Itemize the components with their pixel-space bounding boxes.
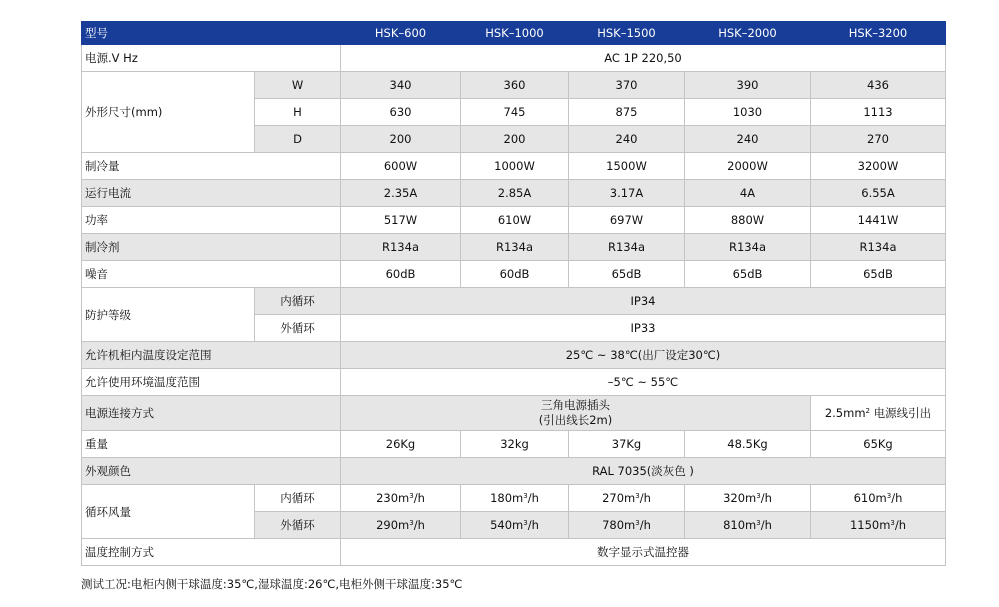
airflow-unit-sup: 3 [523, 492, 528, 500]
airflow-unit-suffix: /h [891, 491, 903, 505]
cell: 数字显示式温控器 [341, 539, 946, 566]
airflow-value: 540m [490, 518, 524, 532]
airflow-unit-suffix: /h [894, 518, 907, 532]
airflow-unit-sup: 3 [886, 492, 892, 500]
row-label: 运行电流 [82, 180, 341, 207]
cell: 517W [341, 207, 461, 234]
cell: 1441W [811, 207, 946, 234]
power-row [82, 45, 946, 72]
dimension-row-w [82, 72, 946, 99]
cell: 697W [569, 207, 685, 234]
cell: –5℃ ~ 55℃ [341, 369, 946, 396]
cell: 37Kg [569, 431, 685, 458]
airflow-value: 230m [376, 491, 410, 505]
cell: 610W [461, 207, 569, 234]
cell: 1500W [569, 153, 685, 180]
cell: 880W [685, 207, 811, 234]
cell: 65dB [569, 261, 685, 288]
row-label: 制冷量 [82, 153, 341, 180]
connection-last-sup: 2 [865, 407, 870, 415]
model-name: HSK–600 [341, 22, 461, 45]
cell: 630 [341, 99, 461, 126]
connection-last-suffix: 电源线引出 [870, 406, 932, 420]
cell: 65Kg [811, 431, 946, 458]
protection-row-inner [82, 288, 946, 315]
cell: RAL 7035(淡灰色 ) [341, 458, 946, 485]
cell: 200 [341, 126, 461, 153]
airflow-value: 270m [602, 491, 636, 505]
airflow-value: 180m [490, 491, 524, 505]
airflow-unit-sup: 3 [635, 519, 640, 527]
airflow-value: 320m [723, 491, 757, 505]
cell: IP34 [341, 288, 946, 315]
row-label: 防护等级 [82, 288, 255, 342]
airflow-unit-sup: 3 [409, 492, 414, 500]
sub-label: D [255, 126, 341, 153]
row-label: 外形尺寸(mm) [82, 72, 255, 153]
airflow-cell [811, 512, 946, 539]
cell: 60dB [461, 261, 569, 288]
sub-label: W [255, 72, 341, 99]
temp-control-row [82, 539, 946, 566]
model-label: 型号 [82, 22, 341, 45]
power-consumption-row [82, 207, 946, 234]
airflow-value: 1150m [849, 518, 891, 532]
cell: 600W [341, 153, 461, 180]
airflow-cell [341, 512, 461, 539]
power-value: AC 1P 220,50 [341, 45, 946, 72]
airflow-unit-sup: 3 [635, 492, 640, 500]
airflow-unit-sup: 3 [890, 519, 895, 527]
cell: 25℃ ~ 38℃(出厂设定30℃) [341, 342, 946, 369]
sub-label: H [255, 99, 341, 126]
ambient-temp-row [82, 369, 946, 396]
airflow-unit-sup: 3 [756, 519, 761, 527]
row-label: 循环风量 [82, 485, 255, 539]
cell: 3.17A [569, 180, 685, 207]
running-current-row [82, 180, 946, 207]
cell: 340 [341, 72, 461, 99]
cell: 2.35A [341, 180, 461, 207]
row-label: 电源.V Hz [82, 45, 341, 72]
cell: R134a [811, 234, 946, 261]
cooling-capacity-row [82, 153, 946, 180]
connection-last-base: 2.5mm [824, 406, 866, 420]
cell: 745 [461, 99, 569, 126]
cell: R134a [341, 234, 461, 261]
airflow-cell [685, 512, 811, 539]
model-name: HSK–2000 [685, 22, 811, 45]
cell: 2000W [685, 153, 811, 180]
model-name: HSK–3200 [811, 22, 946, 45]
row-label: 制冷剂 [82, 234, 341, 261]
cell: IP33 [341, 315, 946, 342]
cell: 1000W [461, 153, 569, 180]
sub-label: 外循环 [255, 512, 341, 539]
airflow-unit-sup: 3 [409, 519, 414, 527]
airflow-unit-suffix: /h [639, 518, 651, 532]
cell: 240 [685, 126, 811, 153]
cell: 1113 [811, 99, 946, 126]
cell: 370 [569, 72, 685, 99]
airflow-unit-suffix: /h [413, 518, 425, 532]
cell: 270 [811, 126, 946, 153]
cell: R134a [685, 234, 811, 261]
airflow-value: 810m [723, 518, 757, 532]
weight-row [82, 431, 946, 458]
row-label: 重量 [82, 431, 341, 458]
cell: R134a [461, 234, 569, 261]
airflow-unit-sup: 3 [523, 519, 528, 527]
row-label: 允许使用环境温度范围 [82, 369, 341, 396]
model-name: HSK–1000 [461, 22, 569, 45]
cell: 390 [685, 72, 811, 99]
airflow-cell [685, 485, 811, 512]
cell: 436 [811, 72, 946, 99]
airflow-unit-suffix: /h [527, 491, 539, 505]
cell: 65dB [811, 261, 946, 288]
sub-label: 外循环 [255, 315, 341, 342]
cell: 1030 [685, 99, 811, 126]
cell: 3200W [811, 153, 946, 180]
cell [811, 396, 946, 431]
row-label: 噪音 [82, 261, 341, 288]
connection-line-1: 三角电源插头 [541, 398, 610, 412]
model-name: HSK–1500 [569, 22, 685, 45]
cell: 240 [569, 126, 685, 153]
cell: 32kg [461, 431, 569, 458]
cell: 26Kg [341, 431, 461, 458]
cabinet-temp-row [82, 342, 946, 369]
airflow-value: 290m [376, 518, 410, 532]
row-label: 功率 [82, 207, 341, 234]
header-row [82, 22, 946, 45]
airflow-unit-suffix: /h [760, 518, 772, 532]
test-conditions-note: 测试工况:电柜内侧干球温度:35℃,湿球温度:26℃,电柜外侧干球温度:35℃ [81, 577, 463, 591]
airflow-cell [569, 512, 685, 539]
connection-line-2: (引出线长2m) [538, 413, 613, 427]
airflow-cell [341, 485, 461, 512]
airflow-unit-suffix: /h [760, 491, 772, 505]
airflow-cell [569, 485, 685, 512]
cell: 65dB [685, 261, 811, 288]
connection-row [82, 396, 946, 431]
refrigerant-row [82, 234, 946, 261]
row-label: 外观颜色 [82, 458, 341, 485]
airflow-cell [461, 512, 569, 539]
airflow-cell [461, 485, 569, 512]
cell [341, 396, 811, 431]
cell: 875 [569, 99, 685, 126]
row-label: 电源连接方式 [82, 396, 341, 431]
noise-row [82, 261, 946, 288]
cell: R134a [569, 234, 685, 261]
airflow-value: 610m [853, 491, 887, 505]
cell: 360 [461, 72, 569, 99]
spec-table [81, 21, 946, 566]
color-row [82, 458, 946, 485]
cell: 200 [461, 126, 569, 153]
row-label: 允许机柜内温度设定范围 [82, 342, 341, 369]
row-label: 温度控制方式 [82, 539, 341, 566]
airflow-cell [811, 485, 946, 512]
cell: 48.5Kg [685, 431, 811, 458]
cell: 4A [685, 180, 811, 207]
airflow-value: 780m [602, 518, 636, 532]
airflow-unit-suffix: /h [639, 491, 651, 505]
airflow-row-inner [82, 485, 946, 512]
sub-label: 内循环 [255, 485, 341, 512]
cell: 2.85A [461, 180, 569, 207]
cell: 60dB [341, 261, 461, 288]
airflow-unit-sup: 3 [756, 492, 761, 500]
airflow-unit-suffix: /h [413, 491, 425, 505]
cell: 6.55A [811, 180, 946, 207]
airflow-unit-suffix: /h [527, 518, 539, 532]
sub-label: 内循环 [255, 288, 341, 315]
